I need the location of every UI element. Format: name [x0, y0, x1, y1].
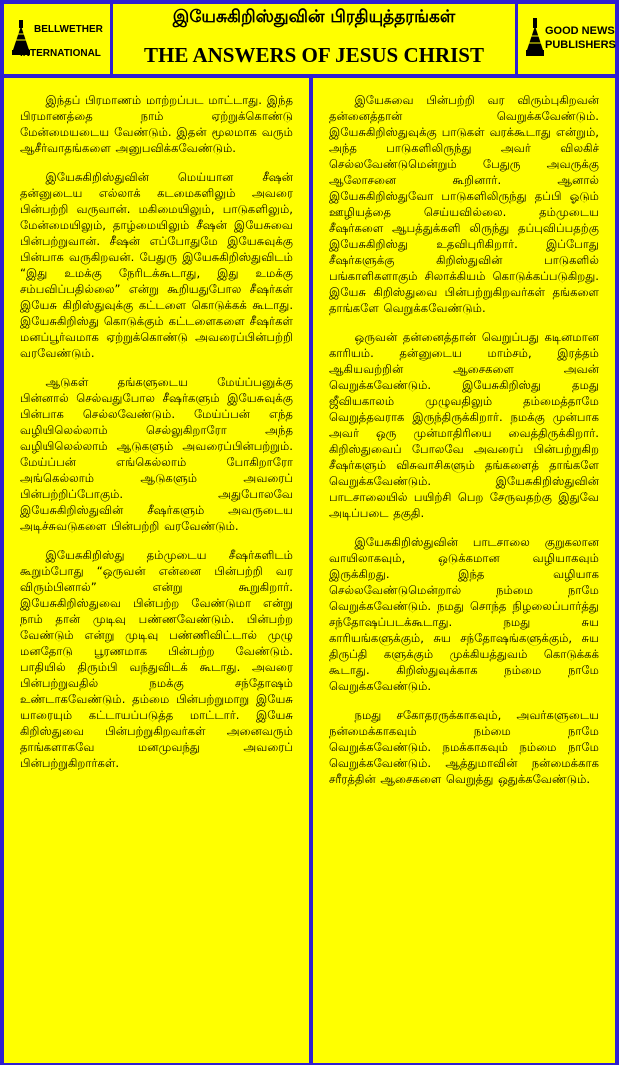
good-news-logo [519, 4, 615, 74]
left-paragraph-1: இந்தப் பிரமாணம் மாற்றப்பட மாட்டாது. இந்த பிரமாணத்தை நாம் ஏற்றுக்கொண்டு மேன்மையடைய வேண்டும். இதன் மூலமாக வரும் ஆசீர்வாதங்களை அனுபவிக்கவேண்டும். [20, 93, 293, 155]
left-column [4, 78, 309, 1063]
header [4, 4, 615, 74]
book-logo-icon [525, 18, 545, 58]
right-paragraph-4: நமது சகோதரருக்காகவும், அவர்களுடைய நன்மைக்காகவும் நம்மை நாமே வெறுக்கவேண்டும். நமக்காகவும் நம்மை நாமே வெறுக்கவேண்டும். ஆத்துமாவின் நன்மைக்காக சரீரத்தின் ஆசைகளை வெறுத்து ஒதுக்கவேண்டும். [329, 708, 599, 786]
left-paragraph-2: இயேசுகிறிஸ்துவின் மெய்யான சீஷன் தன்னுடைய எல்லாக் கடமைகளிலும் அவரை பின்பற்றி வருவான். மகிமையிலும், பாடுகளிலும், மேன்மையிலும், தாழ்மையிலும் சீஷன் இயேசுவை பின்பற்றுவான். சீஷன் எப்போதுமே இயேசுவுக்கு பின்பாக வருகிறவன். பேதுரு இயேசுகிறிஸ்துவிடம் “இது உமக்கு நேரிடக்கூடாது, இது உமக்கு சம்பவிப்பதில்லை” என்று கூறியதுபோல சீஷர்கள் இயேசு கிறிஸ்துவுக்கு கட்டளை கொடுக்கக் கூடாது. இயேசுகிறிஸ்து கொடுக்கும் கட்டளைகளை சீஷர்கள் மனப்பூர்வமாக ஏற்றுக்கொண்டு அவரைப்பின்பற்றி வரவேண்டும். [20, 170, 293, 360]
left-logo-line2: INTERNATIONAL [20, 48, 101, 59]
right-logo-line2: PUBLISHERS [545, 39, 616, 51]
right-column [313, 78, 615, 1063]
bellwether-logo [4, 4, 106, 74]
right-logo-line1: GOOD NEWS [545, 25, 615, 37]
title-tamil: இயேசுகிறிஸ்துவின் பிரதியுத்தரங்கள் [172, 7, 456, 27]
title-english: THE ANSWERS OF JESUS CHRIST [144, 43, 484, 67]
left-paragraph-4: இயேசுகிறிஸ்து தம்முடைய சீஷர்களிடம் கூறும்போது “ஒருவன் என்னை பின்பற்றி வர விரும்பினால்” என்று கூறுகிறார். இயேசுகிறிஸ்துவை பின்பற்ற வேண்டுமா என்று நாம் தான் முடிவு பண்ணவேண்டும். பின்பற்ற வேண்டும் என்று முடிவு பண்ணிவிட்டால் முழு மனதோடு பூரணமாக பின்பற்ற வேண்டும். பாதியில் திரும்பி வந்துவிடக் கூடாது. அவரை பின்பற்றுவதில் நமக்கு சந்தோஷம் உண்டாகவேண்டும். தம்மை பின்பற்றுமாறு இயேசு யாரையும் கட்டாயப்படுத்த மாட்டார். இயேசு கிறிஸ்துவை பின்பற்றுகிறவர்கள் அனைவரும் தாங்களாகவே மனமுவந்து அவரைப் பின்பற்றுகிறார்கள். [20, 548, 293, 770]
right-paragraph-2: ஒருவன் தன்னைத்தான் வெறுப்பது கடினமான காரியம். தன்னுடைய மாம்சம், இரத்தம் ஆகியவற்றின் ஆசைகளை அவன் வெறுக்கவேண்டும். இயேசுகிறிஸ்து தமது ஜீவியகாலம் முழுவதிலும் தம்மைத்தாமே வெறுத்தவராக இருந்திருக்கிறார். நமக்கு முன்பாக அவர் ஒரு முன்மாதிரியை வைத்திருக்கிறார். கிறிஸ்துவைப் போலவே அவரைப் பின்பற்றுகிற சீஷர்களும் விசுவாசிகளும் தங்களைத் தாங்களே வெறுக்கவேண்டும். இயேசுகிறிஸ்துவின் பாடசாலையில் பயிற்சி பெற சேருவதற்கு இதுவே அடிப்படை தகுதி. [329, 330, 599, 520]
left-logo-line1: BELLWETHER [34, 24, 103, 35]
right-paragraph-1: இயேசுவை பின்பற்றி வர விரும்புகிறவன் தன்னைத்தான் வெறுக்கவேண்டும். இயேசுகிறிஸ்துவுக்கு பாடுகள் வரக்கூடாது என்றும், அந்த பாடுகளிலிருந்து அவர் விலகிச் செல்லவேண்டுமென்றும் பேதுரு அவருக்கு ஆலோசனை கூறினார். ஆனால் இயேசுகிறிஸ்துவோ பாடுகளிலிருந்து தப்பி ஓடும் ஊழியத்தை செய்யவில்லை. தம்முடைய சீஷர்களை ஆபத்துக்களி லிருந்து தப்புவிப்பதற்கு இயேசுகிறிஸ்து உதவிபுரிகிறார். இப்போது சீஷர்களுக்கு கிறிஸ்துவின் பாடுகளில் பங்காளிகளாகும் சிலாக்கியம் கொடுக்கப்படுகிறது. இயேசு கிறிஸ்துவை பின்பற்றுகிறவர்கள் தங்களை தாங்களே வெறுக்கவேண்டும். [329, 93, 599, 315]
right-paragraph-3: இயேசுகிறிஸ்துவின் பாடசாலை குறுகலான வாயிலாகவும், ஒடுக்கமான வழியாகவும் இருக்கிறது. இந்த வழியாக செல்லவேண்டுமென்றால் நம்மை நாமே வெறுக்கவேண்டும். நமது சொந்த நிழலைப்பார்த்து சந்தோஷப்படக்கூடாது. நமது சுய காரியங்களுக்கும், சுய சந்தோஷங்களுக்கும், சுய திருப்தி களுக்கும் முக்கியத்துவம் கொடுக்கக் கூடாது. கிறிஸ்துவுக்காக நம்மை நாமே வெறுக்கவேண்டும். [329, 535, 599, 693]
left-paragraph-3: ஆடுகள் தங்களுடைய மேய்ப்பனுக்கு பின்னால் செல்வதுபோல சீஷர்களும் இயேசுவுக்கு பின்பாக செல்லவேண்டும். மேய்ப்பன் எந்த வழியிலெல்லாம் செல்லுகிறாரோ அந்த வழியிலெல்லாம் ஆடுகளும் அவரைப்பின்பற்றும். மேய்ப்பன் எங்கெல்லாம் போகிறாரோ அங்கெல்லாம் ஆடுகளும் அவரைப் பின்பற்றிப்போகும். அதுபோலவே இயேசுகிறிஸ்துவின் சீஷர்களும் அவருடைய அடிச்சுவடுகளை பின்பற்றி வரவேண்டும். [20, 375, 293, 533]
title-box [110, 4, 518, 74]
